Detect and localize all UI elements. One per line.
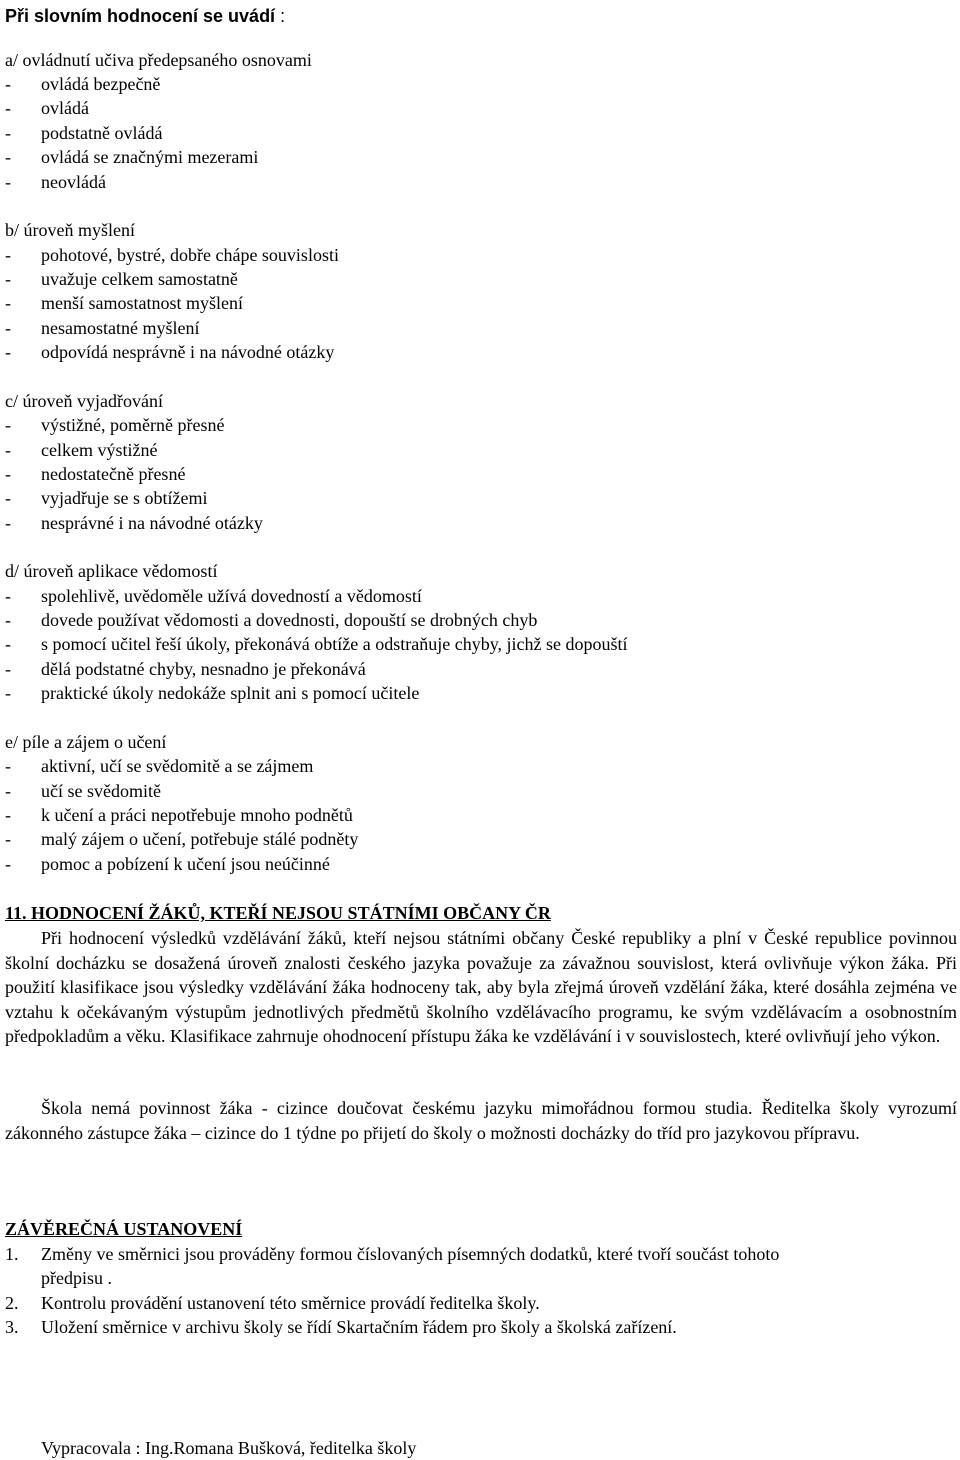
dash: - (5, 415, 11, 435)
dash: - (5, 659, 11, 679)
dash: - (5, 342, 11, 362)
dash: - (5, 269, 11, 289)
list-item (5, 170, 106, 194)
list-item (5, 584, 422, 608)
list-item-text: podstatně ovládá (41, 123, 163, 143)
dash: - (5, 245, 11, 265)
dash: - (5, 464, 11, 484)
list-item (5, 462, 185, 486)
evaluation-heading (5, 4, 285, 28)
list-item (5, 72, 160, 96)
list-item-text: neovládá (41, 172, 106, 192)
dash: - (5, 756, 11, 776)
dash: - (5, 610, 11, 630)
numbered-item (5, 1291, 540, 1315)
dash: - (5, 781, 11, 801)
list-item (5, 291, 243, 315)
section-11-paragraph-2: Škola nemá povinnost žáka - cizince doučovat českému jazyku mimořádnou formou studia. Ředitelka školy vyrozumí zákonného zástupce žáka – cizince do 1 týdne po přijetí do školy o možnosti docházky do tříd pro jazykovou přípravu. (5, 1098, 957, 1143)
list-item (5, 486, 207, 510)
signature: Vypracovala : Ing.Romana Bušková, ředitelka školy (41, 1438, 417, 1458)
list-item-text: spolehlivě, uvědoměle užívá dovedností a vědomostí (41, 586, 422, 606)
list-item-text: výstižné, poměrně přesné (41, 415, 225, 435)
evaluation-heading-text: Při slovním hodnocení se uvádí (5, 6, 276, 26)
list-item (5, 267, 238, 291)
list-item (5, 511, 263, 535)
item-number: 1. (5, 1244, 19, 1264)
list-item (5, 438, 157, 462)
item-number: 2. (5, 1293, 19, 1313)
list-item-text: aktivní, učí se svědomitě a se zájmem (41, 756, 314, 776)
dash: - (5, 74, 11, 94)
list-item (5, 681, 419, 705)
list-item-text: celkem výstižné (41, 440, 158, 460)
list-item-text: odpovídá nesprávně i na návodné otázky (41, 342, 335, 362)
list-item-text: učí se svědomitě (41, 781, 161, 801)
evaluation-heading-suffix: : (275, 6, 286, 26)
list-item-text: nedostatečně přesné (41, 464, 186, 484)
list-item (5, 779, 161, 803)
dash: - (5, 172, 11, 192)
list-item-text: ovládá bezpečně (41, 74, 161, 94)
section-11-paragraph-1: Při hodnocení výsledků vzdělávání žáků, kteří nejsou státními občany České republiky a plní v České republice povinnou školní docházku se dosažená úroveň znalosti českého jazyka považuje za závažnou souvislost, která ovlivňuje výkon žáka. Při použití klasifikace jsou výsledky vzdělávání žáka hodnoceny tak, aby byla zřejmá úroveň vzdělání žáka, které dosáhla zejména ve vztahu k očekávaným výstupům jednotlivých předmětů školního vzdělávacího programu, ke svým vzdělávacím a osobnostním předpokladům a věku. Klasifikace zahrnuje ohodnocení přístupu žáka ke vzdělávání i v souvislostech, které ovlivňují jeho výkon. (5, 928, 957, 1046)
dash: - (5, 440, 11, 460)
list-item-text: malý zájem o učení, potřebuje stálé podněty (41, 829, 359, 849)
list-item-text: praktické úkoly nedokáže splnit ani s pomocí učitele (41, 683, 420, 703)
list-item-text: pohotové, bystré, dobře chápe souvislosti (41, 245, 339, 265)
dash: - (5, 854, 11, 874)
list-item-text: menší samostatnost myšlení (41, 293, 243, 313)
dash: - (5, 147, 11, 167)
item-text: Změny ve směrnici jsou prováděny formou číslovaných písemných dodatků, které tvoří součást tohoto (41, 1244, 780, 1264)
list-item (5, 316, 199, 340)
list-item (5, 827, 358, 851)
list-item-text: uvažuje celkem samostatně (41, 269, 238, 289)
dash: - (5, 586, 11, 606)
list-item (5, 803, 353, 827)
dash: - (5, 293, 11, 313)
list-item (5, 608, 537, 632)
dash: - (5, 829, 11, 849)
dash: - (5, 805, 11, 825)
section-title-e: e/ píle a zájem o učení (5, 732, 167, 752)
section-title-c: c/ úroveň vyjadřování (5, 391, 163, 411)
dash: - (5, 683, 11, 703)
dash: - (5, 123, 11, 143)
dash: - (5, 98, 11, 118)
list-item (5, 413, 224, 437)
section-title-d: d/ úroveň aplikace vědomostí (5, 561, 218, 581)
list-item-text: ovládá (41, 98, 89, 118)
list-item (5, 754, 313, 778)
list-item (5, 632, 628, 656)
item-text: Kontrolu provádění ustanovení této směrnice provádí ředitelka školy. (41, 1293, 540, 1313)
item-number: 3. (5, 1317, 19, 1337)
section-11-heading: 11. HODNOCENÍ ŽÁKŮ, KTEŘÍ NEJSOU STÁTNÍMI OBČANY ČR (5, 903, 551, 923)
list-item (5, 243, 339, 267)
list-item-text: vyjadřuje se s obtížemi (41, 488, 208, 508)
list-item-text: s pomocí učitel řeší úkoly, překonává obtíže a odstraňuje chyby, jichž se dopouští (41, 634, 628, 654)
dash: - (5, 318, 11, 338)
dash: - (5, 513, 11, 533)
list-item-text: nesamostatné myšlení (41, 318, 200, 338)
list-item-text: dělá podstatné chyby, nesnadno je překonává (41, 659, 366, 679)
list-item-text: ovládá se značnými mezerami (41, 147, 259, 167)
list-item (5, 96, 89, 120)
numbered-item (5, 1315, 677, 1339)
numbered-item-continuation: předpisu . (41, 1268, 112, 1288)
list-item-text: nesprávné i na návodné otázky (41, 513, 263, 533)
numbered-item (5, 1242, 779, 1266)
dash: - (5, 488, 11, 508)
list-item (5, 121, 162, 145)
section-title-a: a/ ovládnutí učiva předepsaného osnovami (5, 50, 312, 70)
list-item-text: dovede používat vědomosti a dovednosti, dopouští se drobných chyb (41, 610, 538, 630)
final-provisions-heading: ZÁVĚREČNÁ USTANOVENÍ (5, 1219, 243, 1239)
list-item-text: pomoc a pobízení k učení jsou neúčinné (41, 854, 330, 874)
item-text: Uložení směrnice v archivu školy se řídí Skartačním řádem pro školy a školská zařízení. (41, 1317, 677, 1337)
section-title-b: b/ úroveň myšlení (5, 220, 135, 240)
list-item (5, 145, 258, 169)
dash: - (5, 634, 11, 654)
list-item (5, 340, 334, 364)
list-item-text: k učení a práci nepotřebuje mnoho podnětů (41, 805, 353, 825)
list-item (5, 852, 330, 876)
list-item (5, 657, 366, 681)
